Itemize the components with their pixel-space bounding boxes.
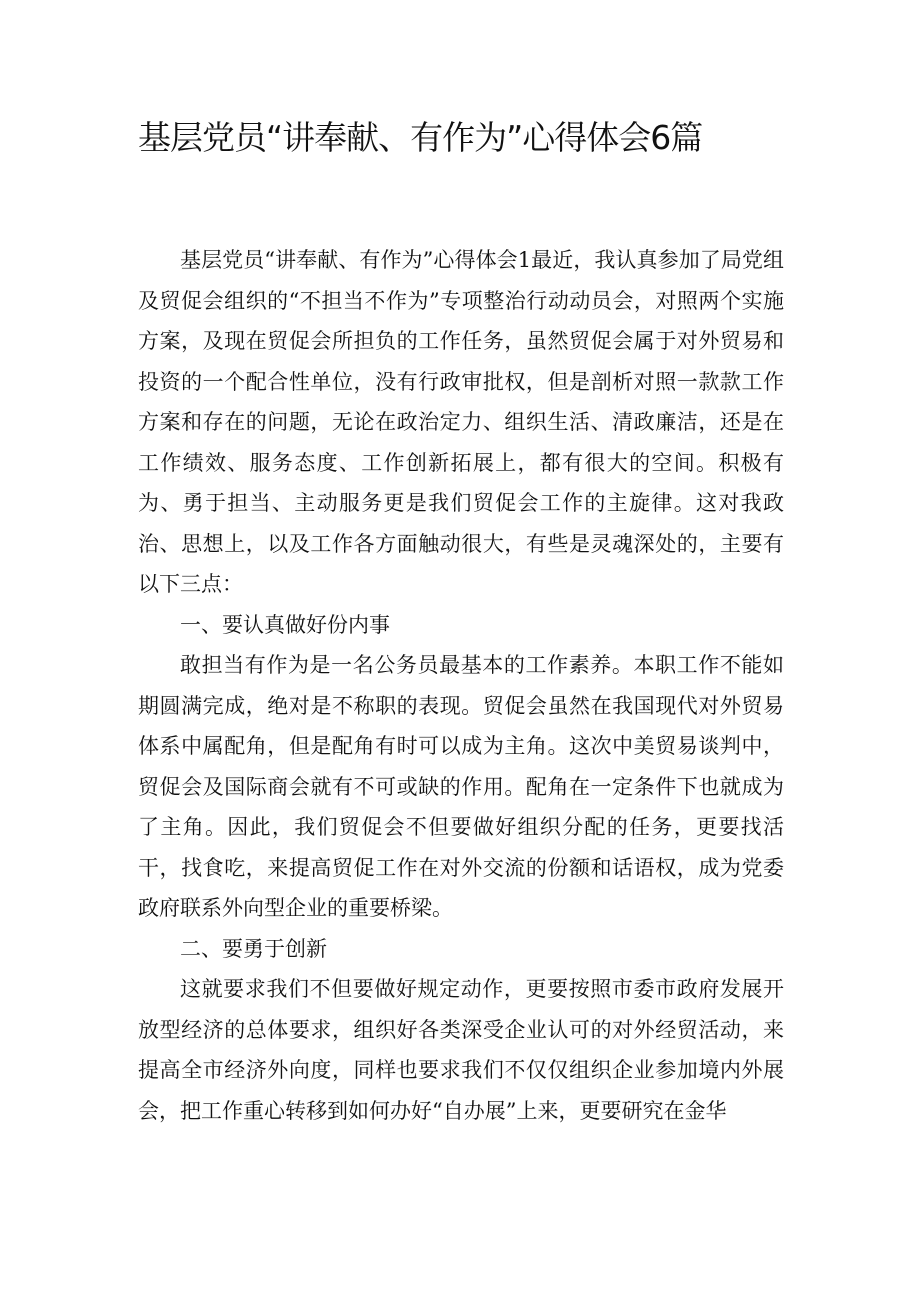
paragraph-section-1: 敢担当有作为是一名公务员最基本的工作素养。本职工作不能如期圆满完成，绝对是不称职的表现。贸促会虽然在我国现代对外贸易体系中属配角，但是配角有时可以成为主角。这次中美贸易谈判中，贸促会及国际商会就有不可或缺的作用。配角在一定条件下也就成为了主角。因此，我们贸促会不但要做好组织分配的任务，更要找活干，找食吃，来提高贸促工作在对外交流的份额和话语权，成为党委政府联系外向型企业的重要桥梁。	[138, 653, 784, 920]
paragraph-section-2: 这就要求我们不但要做好规定动作，更要按照市委市政府发展开放型经济的总体要求，组织好各类深受企业认可的对外经贸活动，来提高全市经济外向度，同样也要求我们不仅仅组织企业参加境内外展会，把工作重心转移到如何办好“自办展”上来，更要研究在金华	[138, 977, 784, 1123]
section-heading-1: 一、要认真做好份内事	[180, 612, 390, 637]
paragraph-intro: 基层党员“讲奉献、有作为”心得体会1最近，我认真参加了局党组及贸促会组织的“不担当不作为”专项整治行动动员会，对照两个实施方案，及现在贸促会所担负的工作任务，虽然贸促会属于对外贸易和投资的一个配合性单位，没有行政审批权，但是剖析对照一款款工作方案和存在的问题，无论在政治定力、组织生活、清政廉洁，还是在工作绩效、服务态度、工作创新拓展上，都有很大的空间。积极有为、勇于担当、主动服务更是我们贸促会工作的主旋律。这对我政治、思想上，以及工作各方面触动很大，有些是灵魂深处的，主要有以下三点：	[138, 248, 784, 596]
section-heading-2: 二、要勇于创新	[180, 936, 327, 961]
document-body	[138, 240, 784, 1131]
document-title: 基层党员“讲奉献、有作为”心得体会6篇	[138, 118, 703, 157]
